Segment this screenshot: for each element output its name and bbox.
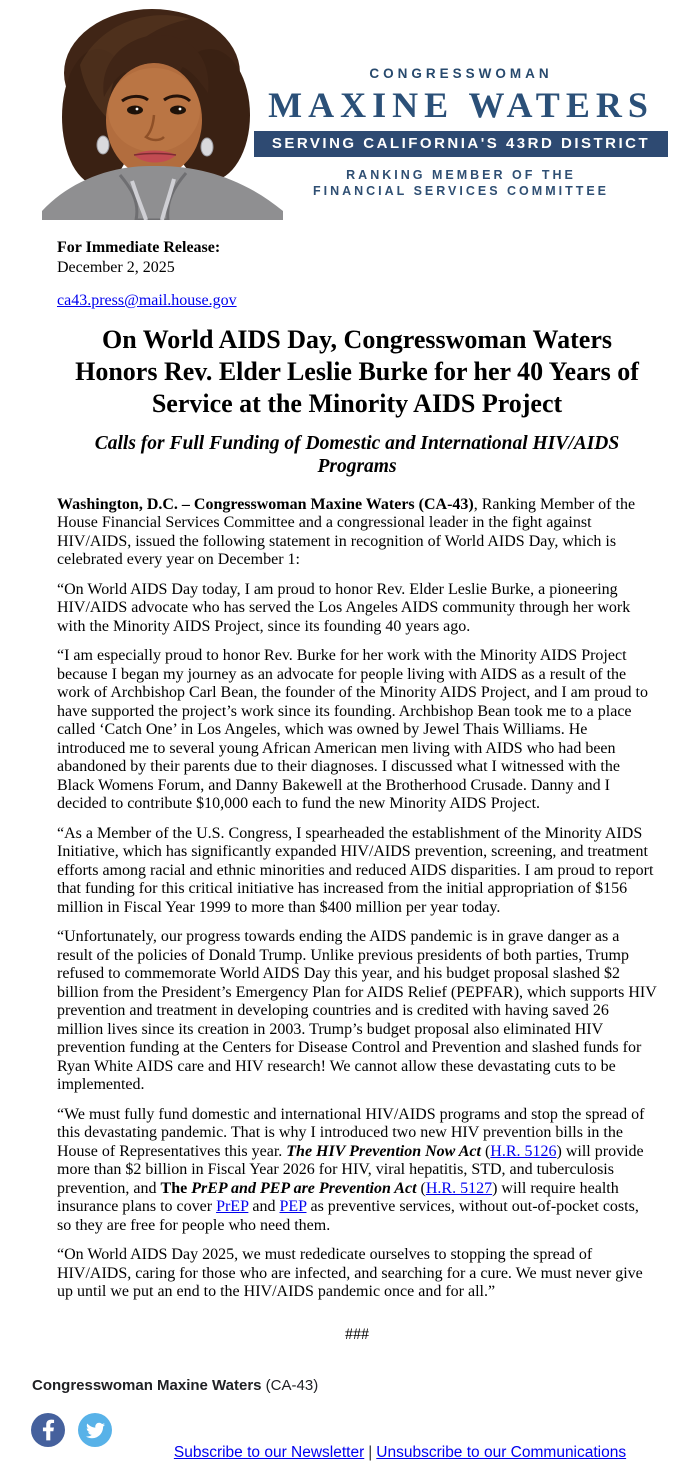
- text-segment: ) will require health insurance plans to cover: [57, 1179, 619, 1216]
- text-segment: (: [416, 1179, 426, 1197]
- press-contact-email-link[interactable]: ca43.press@mail.house.gov: [57, 292, 237, 309]
- subheadline: Calls for Full Funding of Domestic and International HIV/AIDS Programs: [94, 432, 620, 478]
- text-segment: as preventive services, without out-of-pocket costs, so they are free for people who need them.: [57, 1198, 639, 1234]
- release-label: For Immediate Release:: [57, 239, 221, 256]
- text-segment: The HIV Prevention Now Act: [286, 1142, 481, 1160]
- press-release-body: [0, 224, 700, 1344]
- maxine-waters-photo: [40, 5, 285, 220]
- end-mark: ###: [345, 1325, 369, 1343]
- press-release-paragraph: [57, 825, 657, 918]
- text-segment: “On World AIDS Day 2025, we must rededicate ourselves to stopping the spread of HIV/AIDS, caring for those who are infected, and searching for a cure. We must never give up until we put an end to the HIV/AIDS pandemic once and for all.”: [57, 1246, 643, 1301]
- footer-signature-district: (CA-43): [261, 1377, 319, 1394]
- pep-link[interactable]: PEP: [279, 1198, 307, 1216]
- twitter-bird-glyph: [86, 1421, 105, 1440]
- text-segment: (: [480, 1142, 491, 1160]
- facebook-f-glyph: [42, 1419, 55, 1441]
- footer-links: [0, 1444, 700, 1462]
- links-separator: |: [368, 1444, 373, 1461]
- text-segment: “I am especially proud to honor Rev. Burke for her work with the Minority AIDS Project because I began my journey as an advocate for people living with AIDS as a result of the work of Archbishop Carl Bean, the founder of the Minority AIDS Project, and I am proud to have supported the project’s work since its founding. Archbishop Bean took me to a place called ‘Catch One’ in Los Angeles, which was owned by Jewel Thais Williams. He introduced me to several young African American men living with AIDS who had been abandoned by their parents due to their diagnoses. I discussed what I witnessed with the Black Womens Forum, and Danny Bakewell at the Brotherhood Crusade. Danny and I decided to contribute $10,000 each to fund the new Minority AIDS Project.: [57, 647, 648, 813]
- text-segment: and: [248, 1198, 280, 1216]
- press-release-paragraph: [57, 647, 657, 814]
- text-segment: “Unfortunately, our progress towards ending the AIDS pandemic is in grave danger as a result of the policies of Donald Trump. Unlike previous presidents of both parties, Trump refused to commemorate World AIDS Day this year, and his budget proposal slashed $2 billion from the President’s Emergency Plan for AIDS Relief (PEPFAR), which supports HIV prevention and treatment in developing countries and is credited with having saved 26 million lives since its creation in 2003. Trump’s budget proposal also eliminated HIV prevention funding at the Centers for Disease Control and Prevention and slashed funds for Ryan White AIDS care and HIV research! We cannot allow these devastating cuts to be implemented.: [57, 928, 657, 1094]
- text-segment: “We must fully fund domestic and international HIV/AIDS programs and stop the spread of this devastating pandemic. That is why I introduced two new HIV prevention bills in the House of Representatives this year.: [57, 1105, 645, 1160]
- committee-role: [254, 167, 668, 200]
- press-release-paragraph: [57, 928, 657, 1095]
- text-segment: PrEP and PEP are Prevention Act: [191, 1179, 417, 1197]
- subscribe-link[interactable]: Subscribe to our Newsletter: [173, 1444, 365, 1461]
- headline: On World AIDS Day, Congresswoman Waters Honors Rev. Elder Leslie Burke for her 40 Years of Service at the Minority AIDS Project: [75, 325, 639, 418]
- masthead: [0, 0, 700, 224]
- facebook-icon[interactable]: [31, 1413, 65, 1447]
- prep-link[interactable]: PrEP: [216, 1198, 249, 1216]
- text-segment: The: [160, 1179, 192, 1197]
- member-name: MAXINE WATERS: [268, 85, 654, 125]
- text-segment: Washington, D.C. – Congresswoman Maxine Waters (CA-43): [57, 495, 474, 513]
- text-segment: ) will provide more than $2 billion in Fiscal Year 2026 for HIV, viral hepatitis, STD, and tuberculosis prevention, and: [57, 1142, 644, 1197]
- release-date: December 2, 2025: [57, 259, 175, 276]
- hr-5126-link[interactable]: H.R. 5126: [490, 1142, 557, 1160]
- hr-5127-link[interactable]: H.R. 5127: [425, 1179, 493, 1197]
- social-links: [31, 1413, 112, 1447]
- footer: [0, 1376, 700, 1481]
- press-release-paragraph: [57, 581, 657, 637]
- masthead-text: [254, 66, 668, 200]
- committee-role-line2: FINANCIAL SERVICES COMMITTEE: [312, 184, 610, 199]
- press-release-paragraph: [57, 1106, 657, 1236]
- twitter-icon[interactable]: [78, 1413, 112, 1447]
- congresswoman-label: CONGRESSWOMAN: [369, 66, 553, 81]
- press-release-paragraph: [57, 496, 657, 570]
- text-segment: “As a Member of the U.S. Congress, I spearheaded the establishment of the Minority AIDS Initiative, which has significantly expanded HIV/AIDS prevention, screening, and treatment efforts among racial and ethnic minorities and reduced AIDS disparities. I am proud to report that funding for this critical initiative has increased from the initial appropriation of $156 million in Fiscal Year 1999 to more than $400 million per year today.: [57, 824, 654, 916]
- footer-signature-name: Congresswoman Maxine Waters: [32, 1377, 262, 1394]
- text-segment: “On World AIDS Day today, I am proud to honor Rev. Elder Leslie Burke, a pioneering HIV/AIDS advocate who has served the Los Angeles AIDS community through her work with the Minority AIDS Project, since its founding 40 years ago.: [57, 580, 631, 635]
- footer-signature: [32, 1376, 700, 1396]
- district-banner: SERVING CALIFORNIA'S 43RD DISTRICT: [254, 131, 668, 157]
- text-segment: , Ranking Member of the House Financial Services Committee and a congressional leader in the fight against HIV/AIDS, issued the following statement in recognition of World AIDS Day, which is celebrated every year on December 1:: [57, 495, 636, 569]
- committee-role-line1: RANKING MEMBER OF THE: [346, 168, 576, 182]
- portrait-illustration: [40, 5, 285, 220]
- unsubscribe-link[interactable]: Unsubscribe to our Communications: [376, 1444, 627, 1461]
- press-release-paragraph: [57, 1246, 657, 1302]
